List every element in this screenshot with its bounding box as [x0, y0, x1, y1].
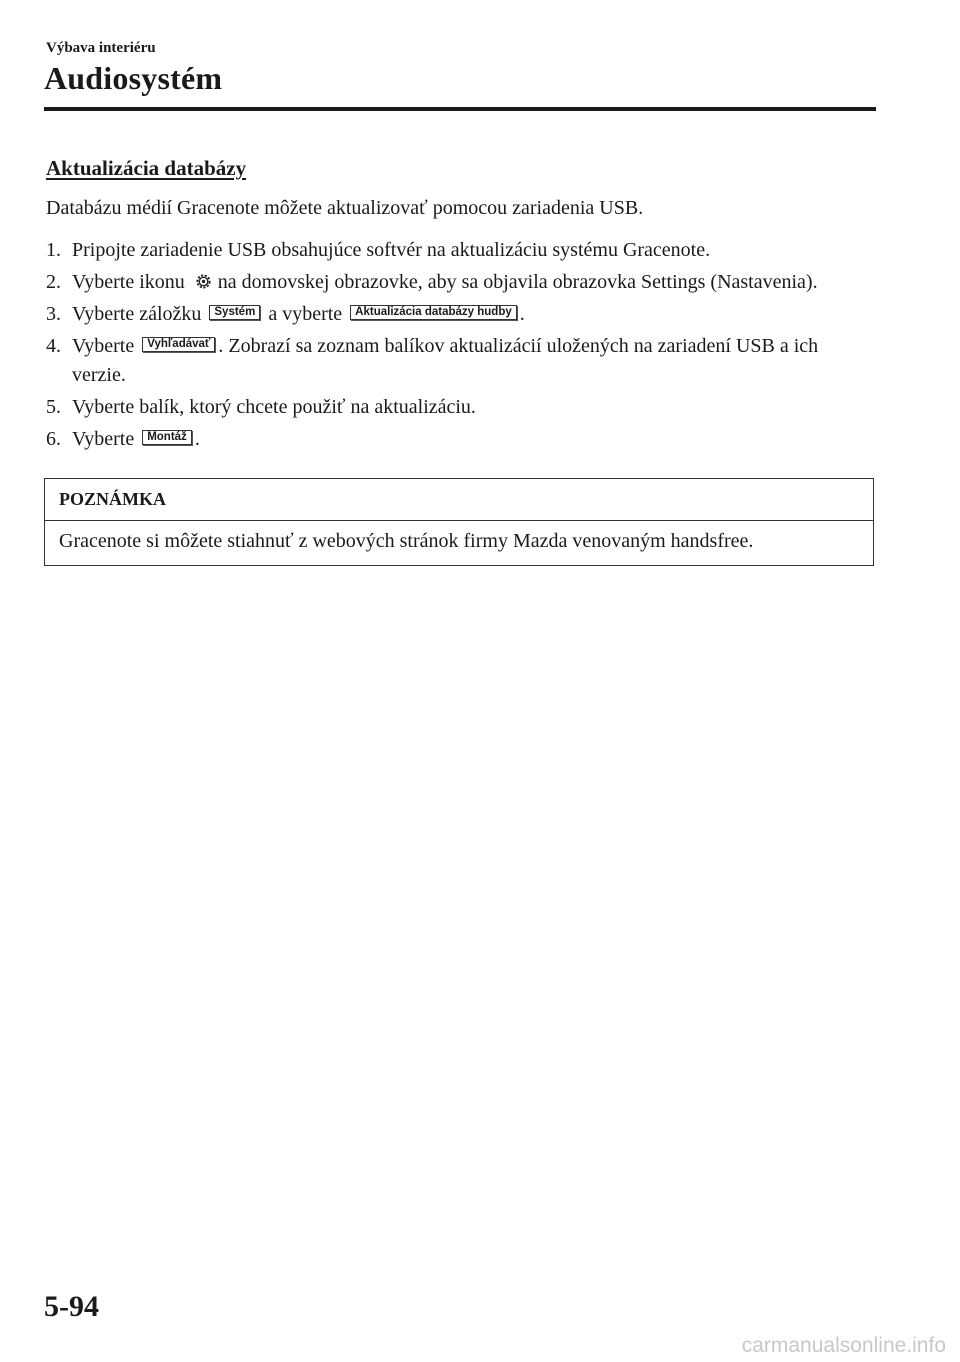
- step-text-part: a vyberte: [268, 303, 343, 325]
- step-1: [46, 236, 876, 265]
- section-intro: Databázu médií Gracenote môžete aktualizovať pomocou zariadenia USB.: [46, 197, 644, 219]
- step-number: 3.: [46, 303, 61, 325]
- step-text: Pripojte zariadenie USB obsahujúce softvér na aktualizáciu systému Gracenote.: [72, 239, 711, 261]
- breadcrumb: Výbava interiéru: [46, 40, 156, 56]
- step-text: [72, 268, 876, 297]
- step-text: [72, 332, 876, 390]
- step-text: [72, 425, 876, 454]
- note-header: POZNÁMKA: [45, 479, 873, 521]
- note-text: Gracenote si môžete stiahnuť z webových stránok firmy Mazda venovaným handsfree.: [59, 530, 754, 552]
- step-text-part: Vyberte záložku: [72, 303, 202, 325]
- page-title: Audiosystém: [44, 60, 223, 96]
- step-text-part: Vyberte: [72, 428, 135, 450]
- step-6: [46, 425, 876, 454]
- step-text-part: Vyberte: [72, 335, 135, 357]
- title-rule: [44, 107, 876, 111]
- system-tab-label: Systém: [209, 305, 260, 320]
- page-number: 5-94: [44, 1290, 99, 1323]
- step-number: 6.: [46, 428, 61, 450]
- step-2: [46, 268, 876, 297]
- step-text: [72, 300, 876, 329]
- update-music-database-label: Aktualizácia databázy hudby: [350, 305, 517, 320]
- step-5: [46, 393, 876, 422]
- step-number: 5.: [46, 396, 61, 418]
- step-text-part: .: [194, 428, 200, 450]
- step-number: 2.: [46, 271, 61, 293]
- step-text-part: na domovskej obrazovke, aby sa objavila obrazovka Settings (Nastavenia).: [217, 271, 818, 293]
- step-4: [46, 332, 876, 390]
- step-text-part: Vyberte ikonu: [72, 271, 185, 293]
- step-number: 4.: [46, 335, 61, 357]
- install-button-label: Montáž: [142, 430, 192, 445]
- note-box: [44, 478, 874, 566]
- step-3: [46, 300, 876, 329]
- step-text-part: . Zobrazí sa zoznam balíkov aktualizácií uložených na zariadení USB a ich verzie.: [72, 335, 819, 386]
- watermark: carmanualsonline.info: [741, 1334, 946, 1357]
- step-number: 1.: [46, 239, 61, 261]
- settings-gear-icon: [195, 273, 212, 290]
- search-button-label: Vyhľadávať: [142, 337, 215, 352]
- section-heading: Aktualizácia databázy: [46, 156, 247, 180]
- step-text: Vyberte balík, ktorý chcete použiť na aktualizáciu.: [72, 396, 476, 418]
- step-text-part: .: [519, 303, 525, 325]
- steps-list: [46, 236, 876, 457]
